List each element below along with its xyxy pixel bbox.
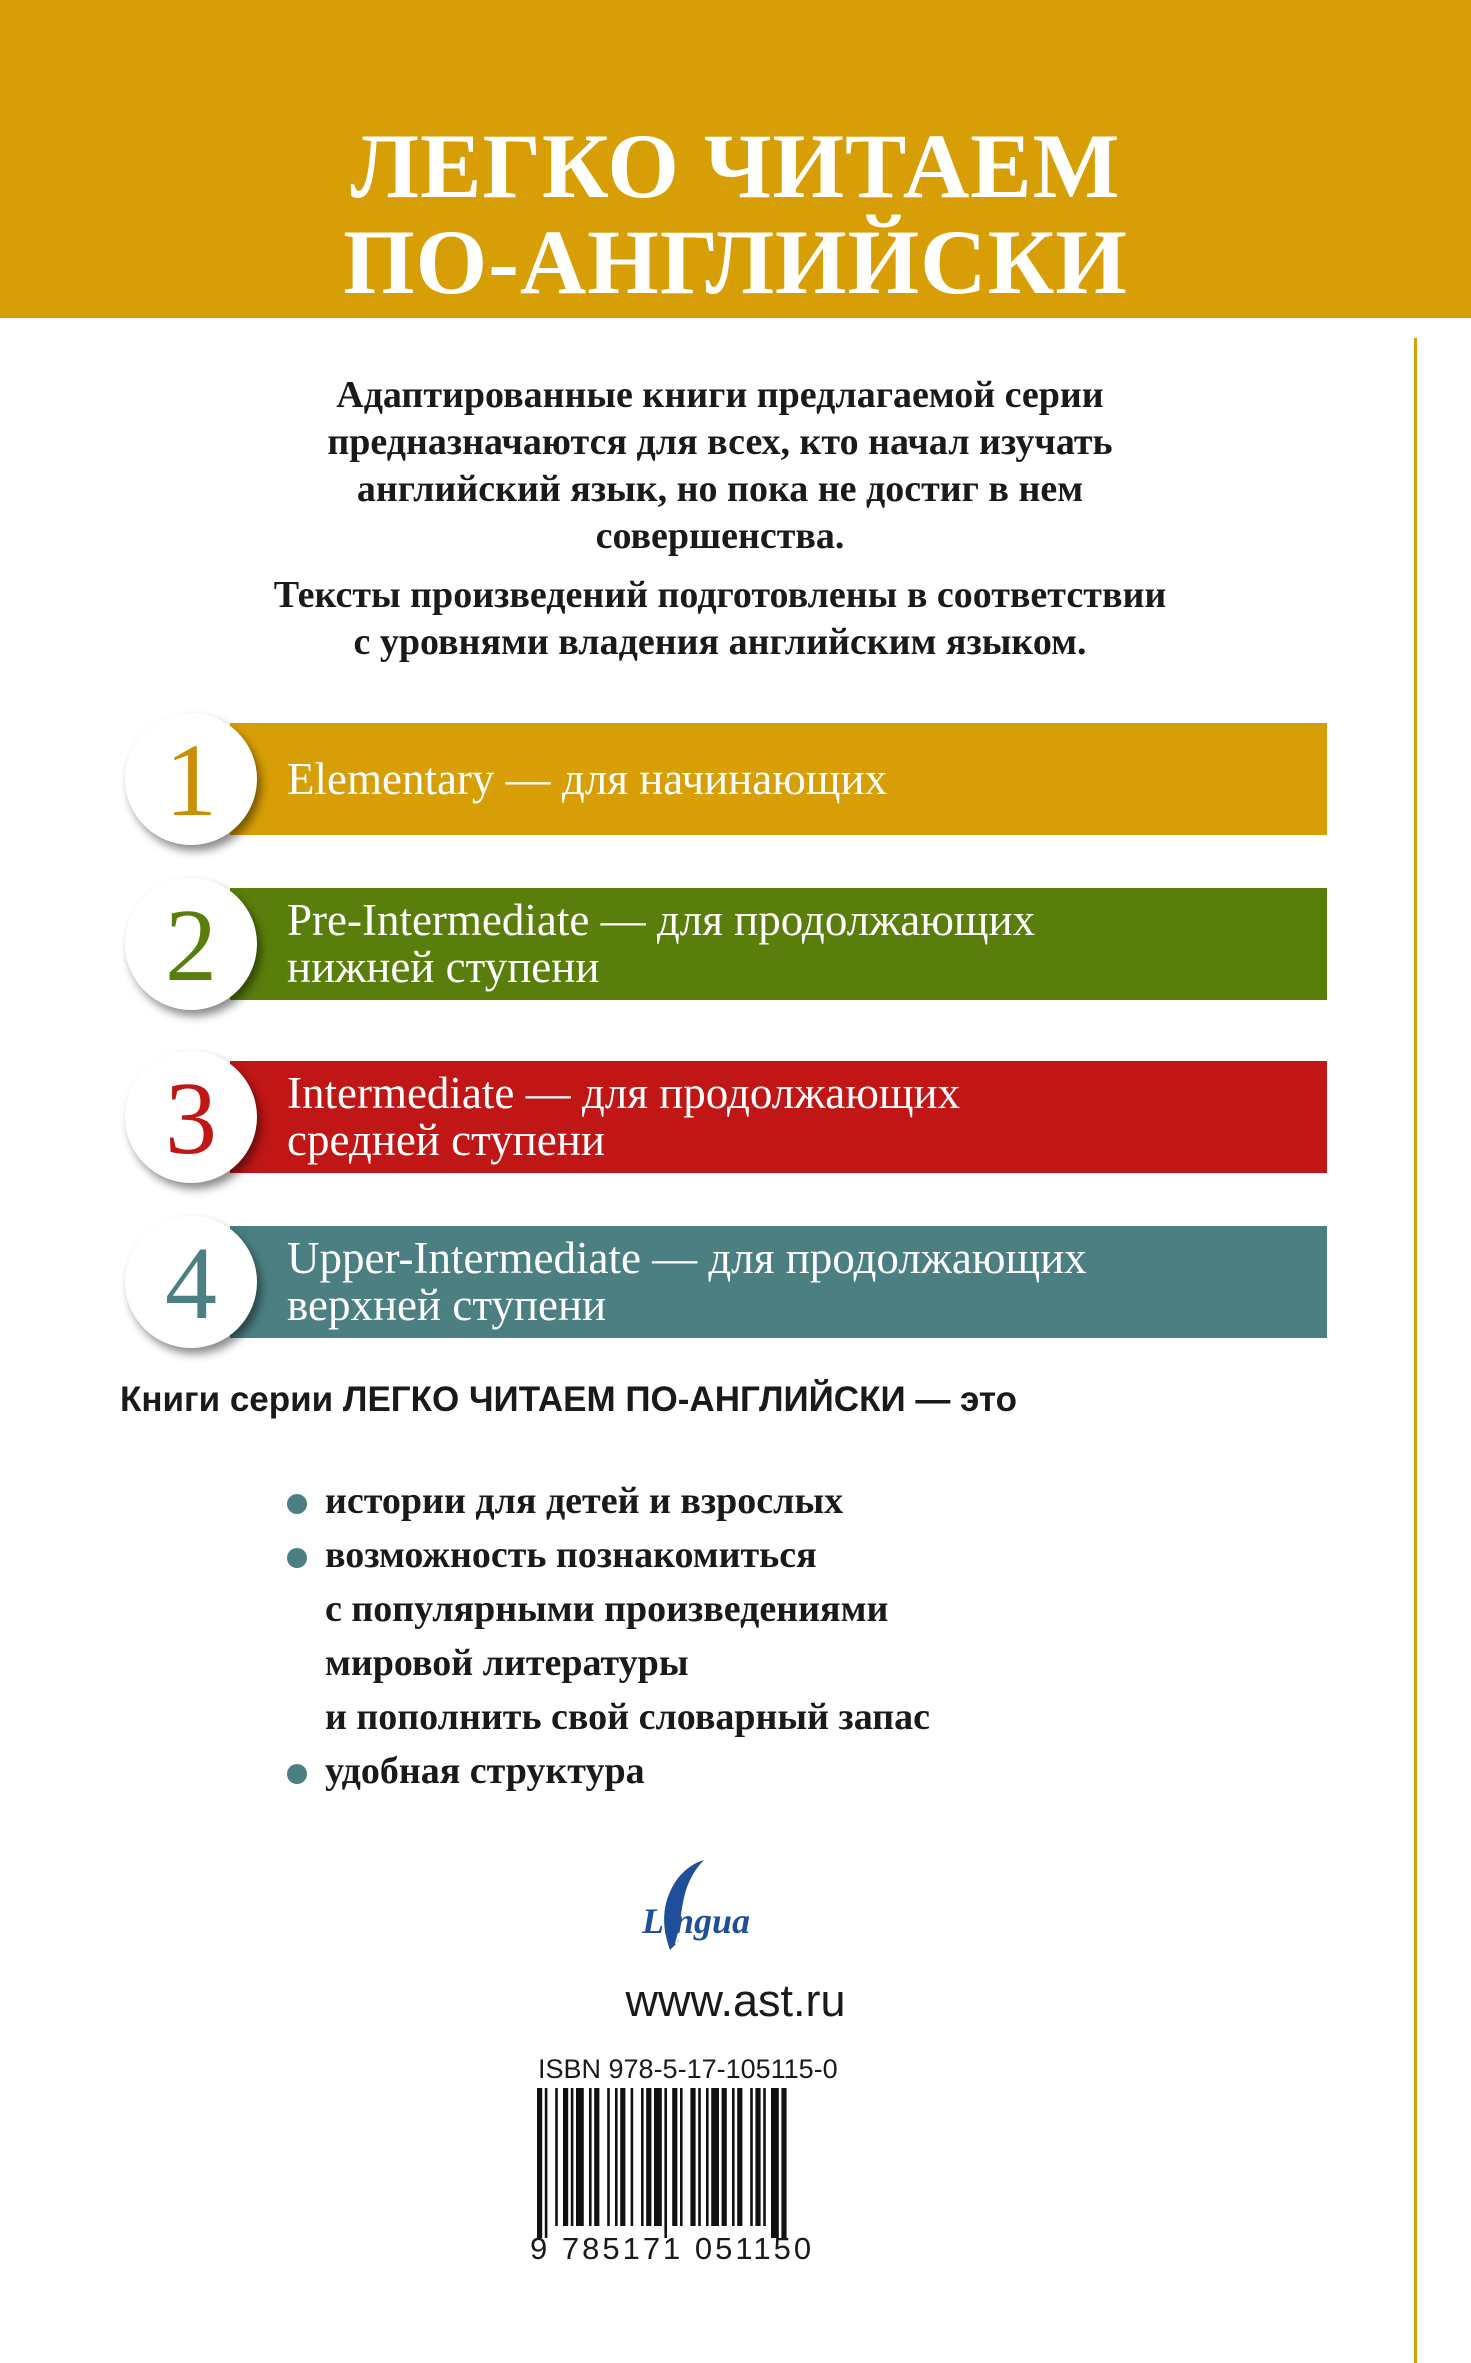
feature-item [285,1528,1285,1744]
feature-line: мировой литературы [325,1642,689,1684]
barcode-bar [763,2088,766,2226]
barcode-bar [589,2088,592,2226]
series-title-line-1: ЛЕГКО ЧИТАЕМ [350,115,1121,217]
barcode-bar [563,2088,568,2226]
intro-line: Адаптированные книги предлагаемой серии [336,374,1104,416]
barcode-bar [641,2088,644,2226]
barcode-bar [706,2088,709,2226]
feature-item [285,1474,1285,1528]
barcode-bar [680,2088,683,2226]
barcode-bar [594,2088,599,2226]
website-url: www.ast.ru [625,1975,846,2026]
barcode-bar [607,2088,610,2226]
intro-line: с уровнями владения английским языком. [353,621,1087,663]
feature-line: удобная структура [325,1750,645,1792]
barcode-bar [732,2088,735,2226]
barcode-bar [646,2088,651,2226]
intro-line: Тексты произведений подготовлены в соответствии [273,574,1167,616]
intro-line: предназначаются для всех, кто начал изучать [327,421,1113,463]
level-row [230,888,1327,1000]
barcode-bar [537,2088,542,2238]
barcode-bar [737,2088,742,2226]
lingua-logo [630,1858,810,1958]
feature-line: истории для детей и взрослых [325,1480,844,1522]
level-text-line: Upper-Intermediate — для продолжающих [287,1233,1087,1283]
barcode-bar [545,2088,548,2238]
barcode-bar [664,2088,667,2238]
barcode-bar [555,2088,558,2226]
barcode-bar [711,2088,719,2226]
isbn-label: ISBN 978-5-17-105115-0 [538,2054,838,2084]
barcode-bar [771,2088,779,2238]
barcode-bar [654,2088,662,2226]
level-text [287,888,1035,1000]
barcode-bar [698,2088,701,2226]
level-row [230,723,1327,835]
level-text-line: Pre-Intermediate — для продолжающих [287,895,1036,945]
barcode-bar [750,2088,753,2226]
barcode-bar [722,2088,727,2226]
barcode-bar [615,2088,618,2226]
barcode-bar [781,2088,786,2238]
level-text-line: Intermediate — для продолжающих [287,1068,961,1118]
level-text [287,1226,1087,1338]
series-title-line-2: ПО-АНГЛИЙСКИ [343,211,1128,313]
level-text [287,1061,960,1173]
barcode-bar [620,2088,625,2226]
level-number-badge: 4 [125,1216,257,1348]
barcode-digits: 9 785171 051150 [530,2231,815,2266]
series-title [0,115,1471,313]
level-text-line: верхней ступени [287,1280,607,1330]
bullet-dot-icon [287,1494,307,1514]
feature-item [285,1744,1285,1798]
edge-stripe [1414,338,1417,2363]
level-number-badge: 1 [125,713,257,845]
bullet-dot-icon [287,1764,307,1784]
barcode-bar [672,2088,677,2226]
bullet-dot-icon [287,1548,307,1568]
feature-line: возможность познакомиться [325,1534,817,1576]
level-text-line: средней ступени [287,1115,605,1165]
barcode-bar [571,2088,574,2226]
barcode-bar [631,2088,634,2226]
logo-text: Lingua [642,1901,751,1941]
level-text-line: нижней ступени [287,942,600,992]
series-statement: Книги серии ЛЕГКО ЧИТАЕМ ПО-АНГЛИЙСКИ — это [120,1380,1017,1419]
level-text-line: Elementary — для начинающих [287,753,888,804]
intro-line: английский язык, но пока не достиг в нем [356,468,1084,510]
level-row [230,1061,1327,1173]
intro-paragraph-1 [120,372,1320,560]
barcode-bar [690,2088,695,2226]
feature-line: с популярными произведениями [325,1588,889,1630]
feature-list [285,1474,1285,1798]
level-row [230,1226,1327,1338]
level-text [287,723,887,835]
level-number-badge: 3 [125,1051,257,1183]
barcode-bar [576,2088,584,2226]
barcode-bar [755,2088,760,2226]
feature-line: и пополнить свой словарный запас [325,1696,930,1738]
intro-line: совершенства. [595,515,845,557]
intro-paragraph-2 [120,572,1320,666]
level-number-badge: 2 [125,878,257,1010]
